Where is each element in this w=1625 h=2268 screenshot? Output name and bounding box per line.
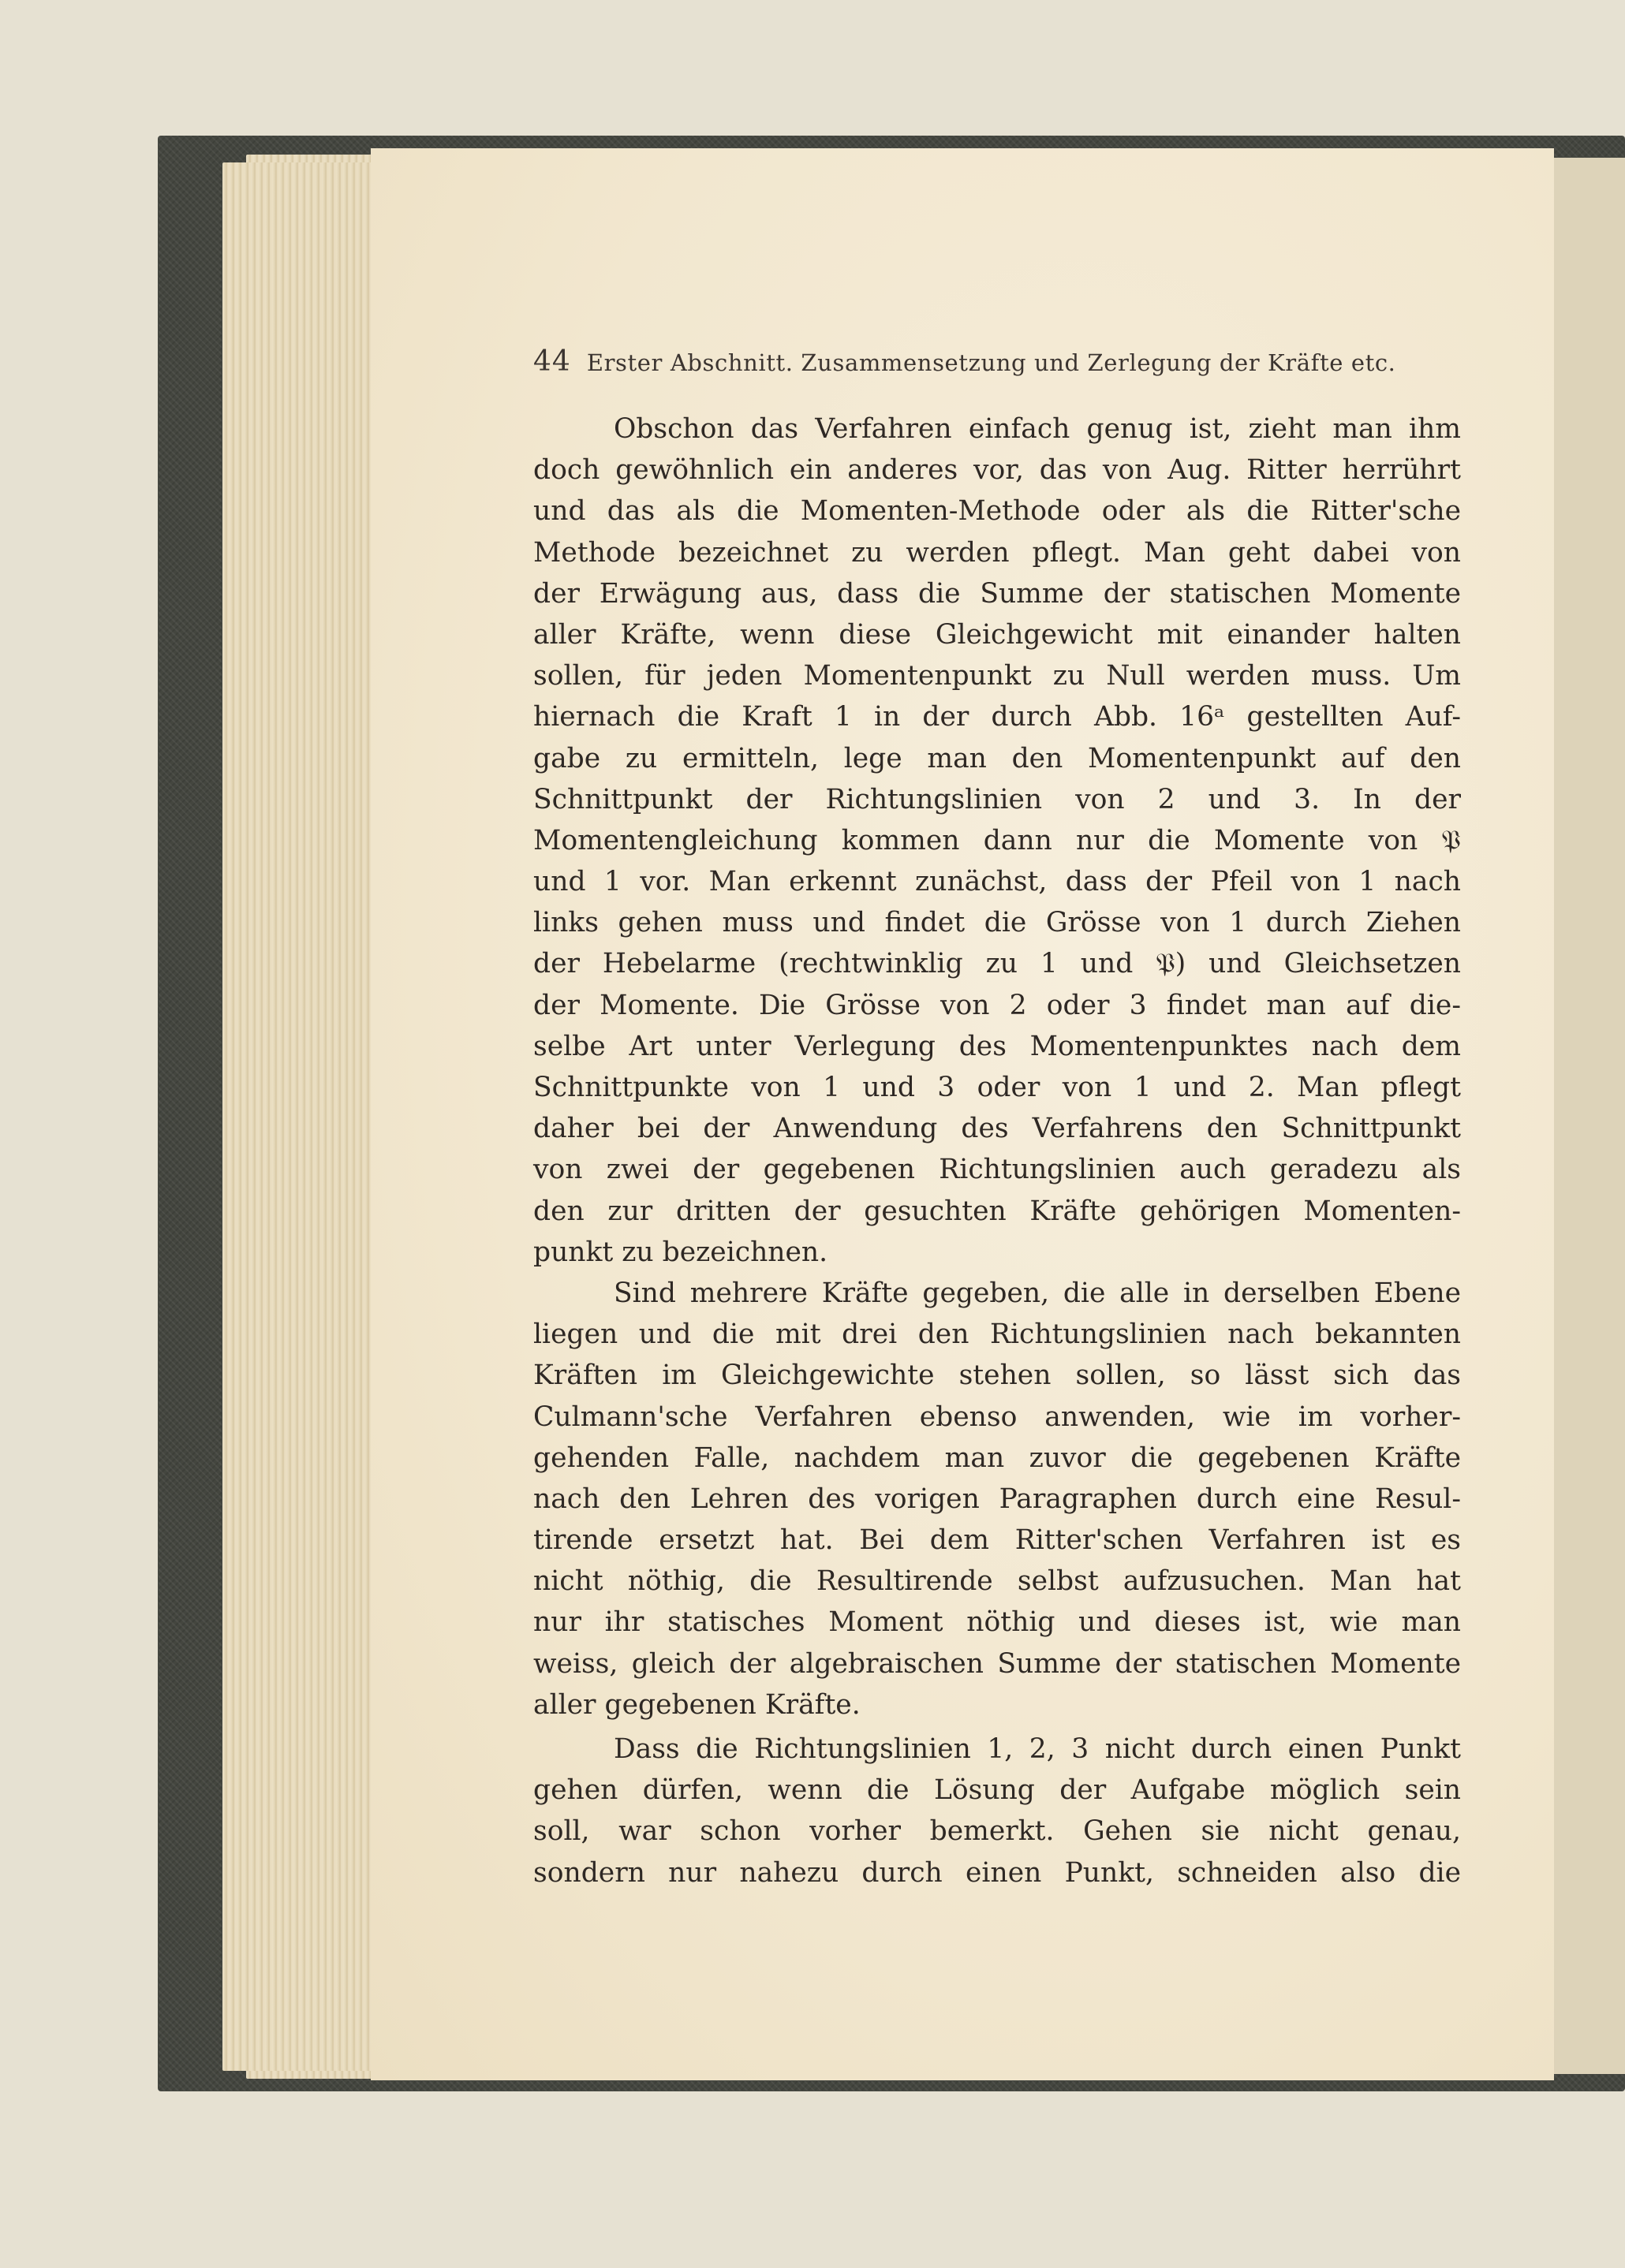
- text-line: Culmann'sche Verfahren ebenso anwenden, wie im vorher-: [533, 1401, 1461, 1433]
- text-line: daher bei der Anwendung des Verfahrens den Schnittpunkt: [533, 1113, 1461, 1145]
- text-line: Dass die Richtungslinien 1, 2, 3 nicht durch einen Punkt: [614, 1733, 1461, 1765]
- text-line: und das als die Momenten-Methode oder als die Ritter'sche: [533, 495, 1461, 528]
- text-line: sollen, für jeden Momentenpunkt zu Null werden muss. Um: [533, 660, 1461, 692]
- text-line: der Momente. Die Grösse von 2 oder 3 findet man auf die-: [533, 989, 1461, 1021]
- text-line: hiernach die Kraft 1 in der durch Abb. 16ᵃ gestellten Auf-: [533, 701, 1461, 733]
- text-line: Obschon das Verfahren einfach genug ist, zieht man ihm: [614, 413, 1461, 445]
- text-line: nicht nöthig, die Resultirende selbst aufzusuchen. Man hat: [533, 1565, 1461, 1598]
- text-line: weiss, gleich der algebraischen Summe der statischen Momente: [533, 1647, 1461, 1680]
- text-line: soll, war schon vorher bemerkt. Gehen sie nicht genau,: [533, 1815, 1461, 1848]
- text-line: punkt zu bezeichnen.: [533, 1236, 828, 1268]
- text-line: sondern nur nahezu durch einen Punkt, schneiden also die: [533, 1856, 1461, 1889]
- text-line: nur ihr statisches Moment nöthig und dieses ist, wie man: [533, 1606, 1461, 1639]
- facing-page-edge: [1552, 158, 1625, 2074]
- text-line: liegen und die mit drei den Richtungslinien nach bekannten: [533, 1319, 1461, 1351]
- text-line: doch gewöhnlich ein anderes vor, das von Aug. Ritter herrührt: [533, 454, 1461, 487]
- text-line: Schnittpunkt der Richtungslinien von 2 und 3. In der: [533, 783, 1461, 815]
- text-line: gehenden Falle, nachdem man zuvor die gegebenen Kräfte: [533, 1442, 1461, 1474]
- text-line: links gehen muss und findet die Grösse von 1 durch Ziehen: [533, 907, 1461, 939]
- text-line: nach den Lehren des vorigen Paragraphen durch eine Resul-: [533, 1483, 1461, 1515]
- text-line: Schnittpunkte von 1 und 3 oder von 1 und 2. Man pflegt: [533, 1072, 1461, 1103]
- text-line: Sind mehrere Kräfte gegeben, die alle in derselben Ebene: [614, 1277, 1461, 1309]
- text-line: gabe zu ermitteln, lege man den Momentenpunkt auf den: [533, 742, 1461, 774]
- text-line: Momentengleichung kommen dann nur die Momente von 𝔓: [533, 824, 1461, 856]
- text-line: aller gegebenen Kräfte.: [533, 1688, 861, 1721]
- text-line: aller Kräfte, wenn diese Gleichgewicht mit einander halten: [533, 618, 1461, 651]
- page-edges: [222, 162, 380, 2071]
- running-head-title: Erster Abschnitt. Zusammensetzung und Zerlegung der Kräfte etc.: [586, 349, 1396, 376]
- page-number: 44: [533, 345, 571, 378]
- text-line: und 1 vor. Man erkennt zunächst, dass der Pfeil von 1 nach: [533, 866, 1461, 898]
- text-line: der Hebelarme (rechtwinklig zu 1 und 𝔓) und Gleichsetzen: [533, 948, 1461, 980]
- running-head: [533, 345, 1461, 382]
- text-line: gehen dürfen, wenn die Lösung der Aufgabe möglich sein: [533, 1774, 1461, 1807]
- text-line: den zur dritten der gesuchten Kräfte gehörigen Momenten-: [533, 1195, 1461, 1227]
- text-line: tirende ersetzt hat. Bei dem Ritter'schen Verfahren ist es: [533, 1524, 1461, 1557]
- text-line: der Erwägung aus, dass die Summe der statischen Momente: [533, 577, 1461, 610]
- body-text: [533, 408, 1461, 1893]
- text-line: selbe Art unter Verlegung des Momentenpunktes nach dem: [533, 1030, 1461, 1062]
- text-line: von zwei der gegebenen Richtungslinien auch geradezu als: [533, 1154, 1461, 1186]
- text-line: Methode bezeichnet zu werden pflegt. Man geht dabei von: [533, 536, 1461, 569]
- text-line: Kräften im Gleichgewichte stehen sollen, so lässt sich das: [533, 1360, 1461, 1392]
